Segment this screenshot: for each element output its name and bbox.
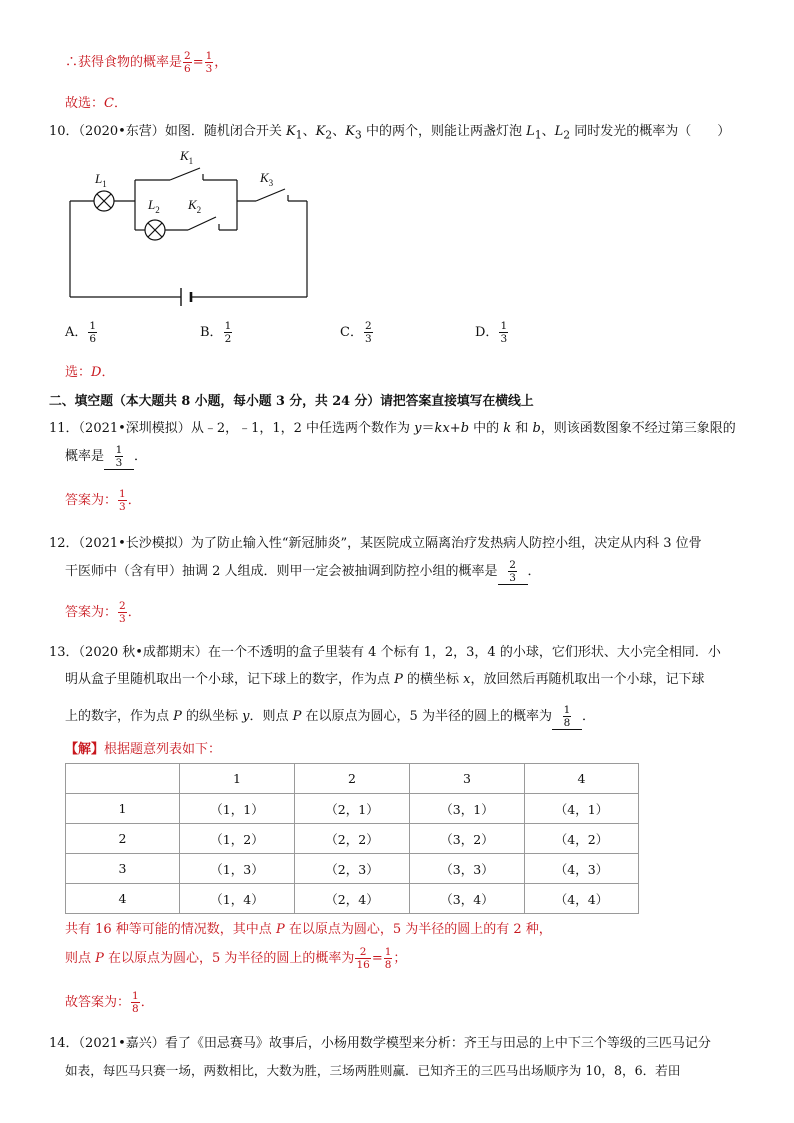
punct: ．: [113, 96, 127, 111]
answer-prefix: 故答案为：: [65, 995, 131, 1010]
label-k3: $K_3$: [260, 170, 274, 188]
label-l2: $L_2$: [148, 197, 160, 215]
q12-line1: [49, 532, 702, 551]
label-k1: $K_1$: [180, 148, 194, 166]
question-source: （2020•东营）: [78, 124, 165, 139]
table-cell: （4，1）: [525, 794, 639, 824]
prev-prob-text: ∴获得食物的概率是: [65, 55, 183, 70]
fraction: [355, 946, 370, 971]
stem-text: 看了《田忌赛马》故事后，小杨用数学模型来分析：齐王与田忌的上中下三个等级的三匹马记分: [164, 1036, 711, 1051]
fraction-num: 1: [119, 488, 126, 500]
solution-text: 共有 16 种等可能的情况数，其中点: [65, 922, 276, 937]
fraction: [205, 50, 214, 75]
stem-text: 在一个不透明的盒子里装有 4 个标有 1，2，3，4 的小球，它们形状、大小完全相同．小: [207, 645, 721, 660]
option-label: D．: [475, 325, 499, 340]
answer-letter: C: [104, 96, 114, 111]
option-a[interactable]: [65, 320, 98, 345]
table-cell: （4，3）: [525, 854, 639, 884]
table-row: [66, 794, 639, 824]
stem-text: 中的两个，则能让两盏灯泡: [361, 124, 527, 139]
table-cell: （4，2）: [525, 824, 639, 854]
table-cell: （1，3）: [180, 854, 295, 884]
stem-text: 的横坐标: [402, 672, 464, 687]
punct: ．: [101, 365, 115, 380]
equals-sign: =: [192, 55, 204, 70]
question-source: （2020 秋•成都期末）: [78, 645, 208, 660]
circuit-diagram: [60, 140, 330, 310]
question-source: （2021•嘉兴）: [78, 1036, 165, 1051]
fraction-num: 1: [224, 320, 232, 332]
q11-line2: [65, 444, 147, 470]
answer-prefix: 答案为：: [65, 493, 118, 508]
plus-sign: +: [449, 421, 461, 436]
solution-text: 则点: [65, 951, 96, 966]
fraction-den: 6: [89, 333, 97, 345]
table-cell: 3: [66, 854, 180, 884]
sub: 3: [354, 128, 362, 142]
fraction-num: 2: [509, 559, 516, 571]
sub: 2: [563, 128, 571, 142]
table-cell: 2: [66, 824, 180, 854]
punct: ．: [140, 995, 154, 1010]
punct: ，: [214, 55, 228, 70]
punct: ；: [393, 951, 407, 966]
var: L: [554, 124, 564, 139]
fraction-den: 3: [205, 63, 213, 75]
stem-text: 如图．随机闭合开关: [164, 124, 286, 139]
answer-prefix: 选：: [65, 365, 92, 380]
var: P: [394, 672, 403, 687]
fraction-den: 3: [115, 457, 123, 469]
stem-text: 和: [511, 421, 533, 436]
fraction: [563, 704, 572, 729]
fraction-num: 1: [384, 946, 392, 958]
table-cell: （3，3）: [410, 854, 525, 884]
fraction-num: 1: [115, 444, 123, 456]
option-b[interactable]: [200, 320, 233, 345]
table-cell: 2: [295, 764, 410, 794]
fraction-den: 3: [509, 572, 516, 584]
table-cell: （2，2）: [295, 824, 410, 854]
q10-stem: [49, 120, 730, 142]
fraction-den: 3: [364, 333, 372, 345]
question-number: 14．: [49, 1036, 79, 1051]
punct: ．: [134, 449, 148, 464]
question-number: 11．: [49, 421, 79, 436]
fraction-den: 2: [224, 333, 232, 345]
table-cell: （3，4）: [410, 884, 525, 914]
fraction: [183, 50, 192, 75]
q14-line2: 如表，每匹马只赛一场，两数相比，大数为胜，三场两胜则赢．已知齐王的三匹马出场顺序为 10，8，6．若田: [65, 1063, 681, 1078]
punct: ．: [581, 709, 595, 724]
var: P: [95, 951, 104, 966]
stem-text: 为了防止输入性“新冠肺炎”，某医院成立隔离治疗发热病人防控小组，决定从内科 3 位骨: [190, 536, 702, 551]
answer-letter: D: [91, 365, 102, 380]
q11-answer: [65, 488, 141, 513]
stem-text: ．则点: [249, 709, 293, 724]
fraction-num: 2: [184, 50, 191, 62]
var: y: [414, 421, 422, 436]
stem-text: 明从盒子里随机取出一个小球，记下球上的数字，作为点: [65, 672, 395, 687]
stem-text: 从﹣2，﹣1，1，2 中任选两个数作为: [190, 421, 415, 436]
stem-text: 的纵坐标: [181, 709, 243, 724]
fraction-num: 1: [563, 704, 571, 716]
q13-line3: [65, 704, 595, 730]
var: k: [434, 421, 443, 436]
stem-text: ，则该函数图象不经过第三象限的: [540, 421, 736, 436]
stem-text: 同时发光的概率为（ ）: [570, 124, 731, 139]
fraction-den: 16: [356, 959, 370, 971]
stem-text: 中的: [469, 421, 504, 436]
q12-answer: [65, 600, 141, 625]
option-label: C．: [340, 325, 363, 340]
stem-text: 概率是: [65, 449, 105, 464]
fraction-den: 3: [500, 333, 508, 345]
table-cell: 1: [66, 794, 180, 824]
table-cell: （1，2）: [180, 824, 295, 854]
outcome-table: [65, 763, 639, 914]
var: P: [173, 709, 182, 724]
var: b: [532, 421, 541, 436]
table-cell: [66, 764, 180, 794]
table-cell: （2，1）: [295, 794, 410, 824]
var: K: [315, 124, 326, 139]
table-cell: 4: [525, 764, 639, 794]
fraction-num: 1: [500, 320, 508, 332]
option-c[interactable]: [340, 320, 374, 345]
table-cell: （1，4）: [180, 884, 295, 914]
fraction: [364, 320, 373, 345]
solution-text: 根据题意列表如下：: [104, 742, 222, 757]
var: y: [242, 709, 250, 724]
question-source: （2021•长沙模拟）: [78, 536, 191, 551]
q14-line1: [49, 1032, 711, 1051]
solution-text: 在以原点为圆心，5 为半径的圆上的概率为: [103, 951, 355, 966]
punct: ．: [127, 605, 141, 620]
table-row: [66, 824, 639, 854]
fraction: [118, 600, 127, 625]
switch-k3-blade: [256, 189, 285, 201]
q13-solution-line1: [65, 918, 552, 937]
table-cell: 1: [180, 764, 295, 794]
fraction-den: 3: [119, 501, 126, 513]
sub: 2: [325, 128, 333, 142]
label-l1: $L_1$: [95, 171, 107, 189]
switch-k2-blade: [188, 217, 216, 230]
switch-k1-blade: [170, 168, 200, 180]
table-cell: （2，3）: [295, 854, 410, 884]
table-cell: （3，2）: [410, 824, 525, 854]
option-d[interactable]: [475, 320, 509, 345]
option-label: A．: [65, 325, 88, 340]
fraction-num: 1: [132, 990, 139, 1002]
question-source: （2021•深圳模拟）: [78, 421, 191, 436]
label-k2: $K_2$: [188, 197, 202, 215]
table-row: [66, 854, 639, 884]
table-cell: （4，4）: [525, 884, 639, 914]
punct: 、: [541, 124, 555, 139]
equals-sign: ＝: [421, 421, 435, 436]
table-cell: 4: [66, 884, 180, 914]
table-cell: （1，1）: [180, 794, 295, 824]
prev-answer: [65, 92, 127, 111]
stem-text: 干医师中（含有甲）抽调 2 人组成．则甲一定会被抽调到防控小组的概率是: [65, 564, 498, 579]
question-number: 12．: [49, 536, 79, 551]
table-cell: （2，4）: [295, 884, 410, 914]
punct: 、: [302, 124, 316, 139]
fraction-den: 8: [563, 717, 571, 729]
answer-prefix: 答案为：: [65, 605, 118, 620]
fraction-den: 3: [119, 613, 126, 625]
fraction: [118, 488, 127, 513]
q13-line2: [65, 668, 705, 687]
stem-text: ，放回然后再随机取出一个小球，记下球: [470, 672, 705, 687]
fraction-num: 2: [364, 320, 372, 332]
fraction: [499, 320, 508, 345]
var: L: [526, 124, 535, 139]
q11-line1: [49, 417, 736, 436]
question-number: 10．: [49, 124, 79, 139]
fraction: [224, 320, 233, 345]
section-heading: 二、填空题（本大题共 8 小题，每小题 3 分，共 24 分）请把答案直接填写在横线上: [49, 394, 534, 409]
fraction-den: 6: [184, 63, 191, 75]
q13-answer: [65, 990, 154, 1015]
prev-probability-line: [65, 50, 227, 75]
q13-solution-line2: [65, 946, 406, 971]
var: x: [442, 421, 450, 436]
q12-line2: [65, 559, 541, 585]
solution-tag: 【解】: [65, 742, 105, 757]
table-cell: （3，1）: [410, 794, 525, 824]
equals-sign: =: [371, 951, 383, 966]
fraction: [508, 559, 517, 584]
q13-solution-heading: [65, 738, 221, 757]
var: k: [503, 421, 512, 436]
var: P: [275, 922, 285, 937]
fraction-num: 2: [359, 946, 367, 958]
punct: ．: [127, 493, 141, 508]
sub: 1: [295, 128, 303, 142]
table-row: [66, 884, 639, 914]
var: K: [285, 124, 296, 139]
stem-text: 在以原点为圆心，5 为半径的圆上的概率为: [301, 709, 552, 724]
fraction-num: 1: [89, 320, 97, 332]
solution-text: 在以原点为圆心，5 为半径的圆上的有 2 种，: [284, 922, 552, 937]
option-label: B．: [200, 325, 223, 340]
answer-blank[interactable]: [552, 704, 582, 730]
answer-blank[interactable]: [498, 559, 528, 585]
fraction-num: 1: [205, 50, 213, 62]
fraction: [131, 990, 140, 1015]
punct: 、: [332, 124, 346, 139]
fraction-num: 2: [119, 600, 126, 612]
sub: 1: [534, 128, 542, 142]
answer-prefix: 故选：: [65, 96, 105, 111]
answer-blank[interactable]: [104, 444, 134, 470]
stem-text: 上的数字，作为点: [65, 709, 174, 724]
table-cell: 3: [410, 764, 525, 794]
var: P: [292, 709, 302, 724]
table-header-row: [66, 764, 639, 794]
fraction-den: 8: [384, 959, 392, 971]
punct: ．: [527, 564, 541, 579]
q13-line1: [49, 641, 721, 660]
fraction: [88, 320, 97, 345]
var: K: [345, 124, 355, 139]
var: x: [463, 672, 471, 687]
fraction-den: 8: [132, 1003, 139, 1015]
fraction: [115, 444, 124, 469]
question-number: 13．: [49, 645, 79, 660]
fraction: [384, 946, 393, 971]
q10-answer: [65, 361, 114, 380]
var: b: [460, 421, 470, 436]
